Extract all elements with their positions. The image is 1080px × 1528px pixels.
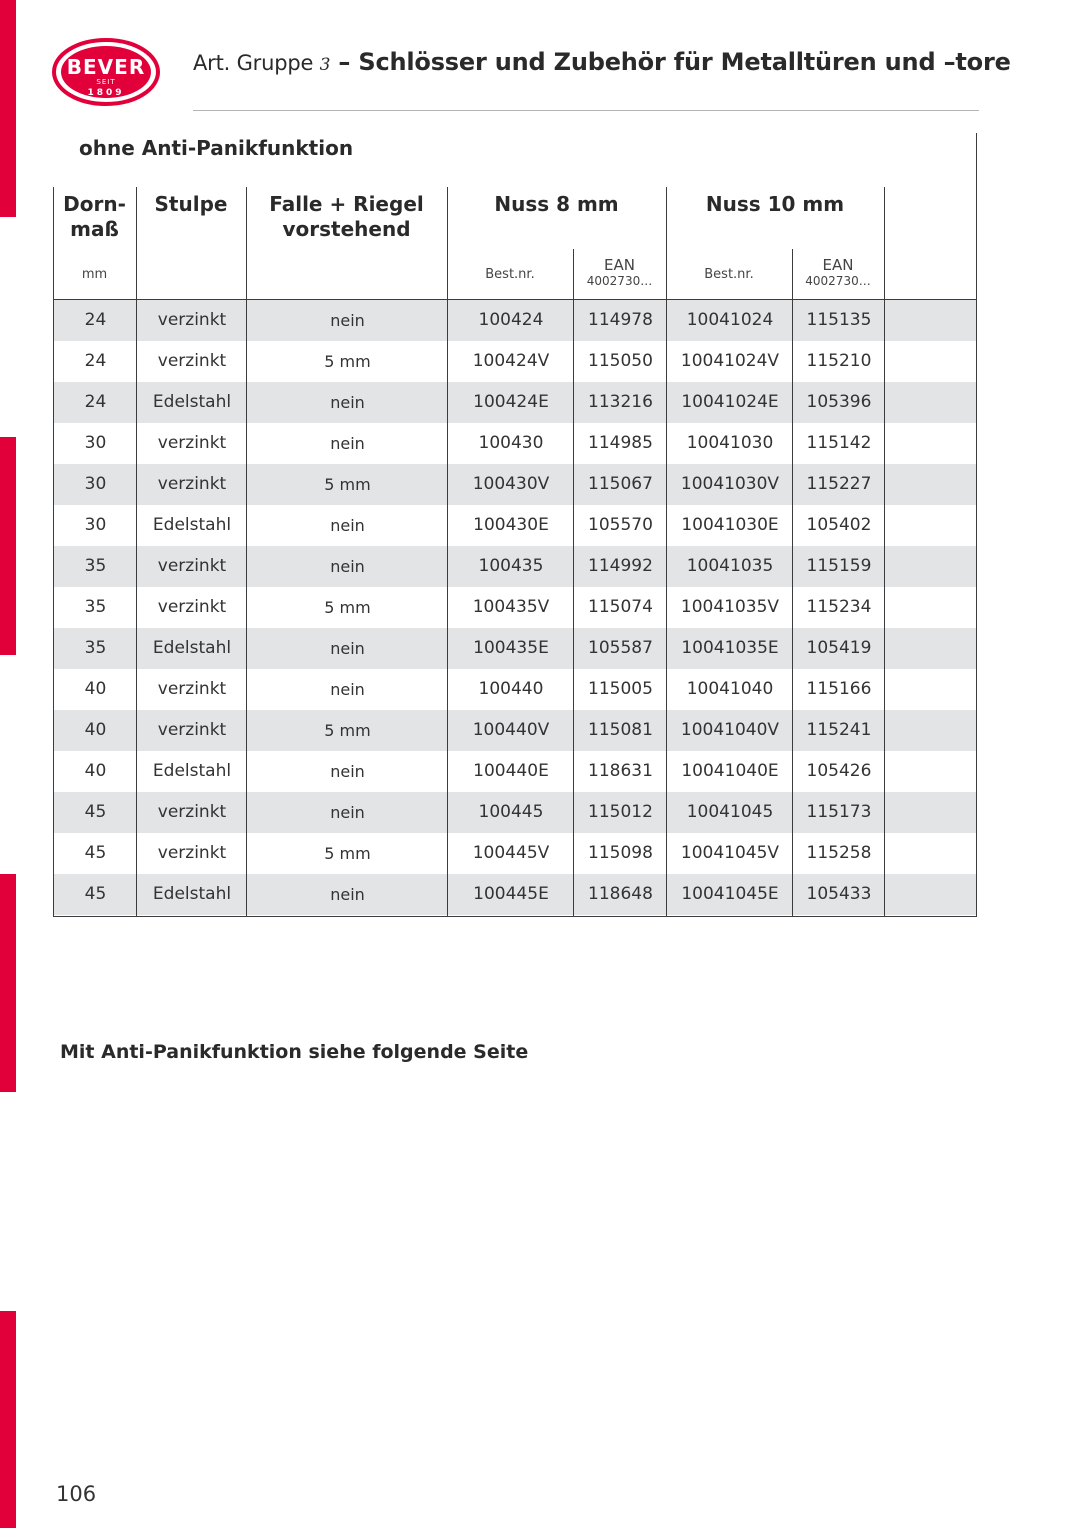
cell-bestnr-8: 100424V [472, 351, 550, 371]
subheader-ean-8-label: EAN [604, 256, 635, 274]
cell-bestnr-8: 100424E [473, 392, 549, 412]
header-dornmass-line1: Dorn- [63, 192, 126, 216]
cell-ean-10: 115241 [806, 720, 872, 740]
subheader-ean-10-prefix: 4002730… [805, 274, 871, 288]
table-row [54, 423, 976, 464]
table-row [54, 505, 976, 546]
cell-stulpe: verzinkt [157, 597, 227, 617]
table-row [54, 587, 976, 628]
page-number: 106 [56, 1482, 97, 1506]
cell-dornmass: 24 [84, 310, 107, 330]
cell-stulpe: verzinkt [157, 433, 227, 453]
cell-falle: nein [330, 680, 365, 699]
cell-falle: nein [330, 803, 365, 822]
cell-bestnr-8: 100430E [473, 515, 549, 535]
col-divider-7 [884, 187, 885, 917]
cell-dornmass: 40 [84, 761, 107, 781]
cell-ean-10: 115227 [806, 474, 872, 494]
subheader-ean-8-prefix: 4002730… [586, 274, 653, 288]
header-falle-riegel [246, 192, 447, 242]
cell-dornmass: 24 [84, 392, 107, 412]
cell-falle: 5 mm [324, 844, 371, 863]
cell-ean-8: 115005 [588, 679, 653, 699]
table-row [54, 382, 976, 423]
cell-dornmass: 40 [84, 720, 107, 740]
cell-falle: nein [330, 762, 365, 781]
cell-bestnr-8: 100435V [472, 597, 550, 617]
cell-falle: 5 mm [324, 352, 371, 371]
cell-stulpe: Edelstahl [152, 638, 232, 658]
subheader-bestnr-10: Best.nr. [704, 267, 754, 282]
cell-falle: 5 mm [324, 475, 371, 494]
cell-bestnr-8: 100440 [478, 679, 544, 699]
cell-ean-10: 115234 [806, 597, 872, 617]
cell-stulpe: verzinkt [157, 720, 227, 740]
col-divider-3 [447, 187, 448, 917]
table-row [54, 628, 976, 669]
bever-logo [52, 38, 160, 106]
cell-stulpe: verzinkt [157, 351, 227, 371]
table-row [54, 874, 976, 915]
header-rule [193, 110, 979, 111]
cell-dornmass: 30 [84, 433, 107, 453]
col-divider-4 [573, 249, 574, 917]
cell-dornmass: 24 [84, 351, 107, 371]
table-row [54, 300, 976, 341]
header-falle-line2: vorstehend [282, 217, 411, 241]
cell-bestnr-10: 10041030E [681, 515, 779, 535]
header-falle-line1: Falle + Riegel [269, 192, 424, 216]
table-bottom-rule [53, 916, 977, 917]
cell-falle: nein [330, 557, 365, 576]
cell-ean-8: 115050 [588, 351, 653, 371]
cell-bestnr-8: 100424 [478, 310, 544, 330]
header-bottom-rule [53, 299, 977, 300]
cell-dornmass: 45 [84, 843, 107, 863]
section-title: ohne Anti-Panikfunktion [79, 136, 354, 160]
table-row [54, 833, 976, 874]
cell-stulpe: verzinkt [157, 802, 227, 822]
cell-bestnr-10: 10041035V [680, 597, 780, 617]
cell-dornmass: 35 [84, 597, 107, 617]
cell-bestnr-10: 10041035E [681, 638, 779, 658]
header-dornmass-line2: maß [70, 217, 119, 241]
table-row [54, 792, 976, 833]
table-row [54, 546, 976, 587]
cell-ean-8: 114985 [588, 433, 653, 453]
cell-falle: 5 mm [324, 721, 371, 740]
cell-ean-10: 105402 [806, 515, 872, 535]
cell-dornmass: 30 [84, 515, 107, 535]
cell-ean-8: 105570 [588, 515, 653, 535]
cell-bestnr-10: 10041030V [680, 474, 780, 494]
cell-bestnr-8: 100435E [473, 638, 549, 658]
title-main: – Schlösser und Zubehör für Metalltüren und –tore [330, 48, 1011, 76]
cell-dornmass: 40 [84, 679, 107, 699]
cell-bestnr-10: 10041045V [680, 843, 780, 863]
cell-stulpe: verzinkt [157, 679, 227, 699]
side-tab-2 [0, 437, 16, 655]
logo-tagline: SEIT [96, 78, 116, 86]
product-table [53, 133, 977, 917]
cell-ean-8: 114992 [588, 556, 653, 576]
cell-bestnr-8: 100430 [478, 433, 544, 453]
header-dornmass [53, 192, 136, 242]
header-stulpe: Stulpe [154, 192, 228, 216]
col-divider-2 [246, 187, 247, 917]
cell-ean-8: 114978 [588, 310, 653, 330]
cell-dornmass: 30 [84, 474, 107, 494]
cell-ean-8: 115012 [588, 802, 653, 822]
header-nuss-10: Nuss 10 mm [705, 192, 845, 216]
cell-ean-10: 105396 [806, 392, 872, 412]
cell-ean-10: 115258 [806, 843, 872, 863]
cell-bestnr-10: 10041040 [686, 679, 774, 699]
cell-falle: nein [330, 393, 365, 412]
cell-bestnr-10: 10041045E [681, 884, 779, 904]
cell-bestnr-10: 10041035 [686, 556, 774, 576]
cell-falle: nein [330, 639, 365, 658]
side-tab-3 [0, 874, 16, 1092]
subheader-ean-10-label: EAN [822, 256, 854, 274]
cell-ean-10: 105426 [806, 761, 872, 781]
footnote: Mit Anti-Panikfunktion siehe folgende Seite [60, 1041, 529, 1063]
cell-ean-10: 105419 [806, 638, 872, 658]
cell-dornmass: 45 [84, 884, 107, 904]
title-group-number: 3 [319, 55, 331, 75]
cell-falle: 5 mm [324, 598, 371, 617]
header-nuss-8: Nuss 8 mm [494, 192, 619, 216]
table-row [54, 464, 976, 505]
table-row [54, 341, 976, 382]
col-divider-5 [666, 187, 667, 917]
cell-ean-8: 113216 [588, 392, 653, 412]
cell-bestnr-10: 10041024E [681, 392, 779, 412]
cell-ean-10: 115135 [806, 310, 872, 330]
cell-bestnr-10: 10041040E [681, 761, 779, 781]
table-border-left [53, 187, 54, 917]
title-prefix: Art. Gruppe [193, 51, 320, 75]
side-tab-1 [0, 0, 16, 217]
cell-bestnr-10: 10041024 [686, 310, 774, 330]
page-title [193, 48, 1011, 76]
subheader-ean-8 [573, 257, 666, 288]
cell-bestnr-10: 10041024V [680, 351, 780, 371]
cell-ean-8: 115067 [588, 474, 653, 494]
cell-bestnr-10: 10041045 [686, 802, 774, 822]
cell-falle: nein [330, 311, 365, 330]
cell-ean-8: 115074 [588, 597, 653, 617]
cell-ean-8: 118648 [588, 884, 653, 904]
cell-ean-8: 105587 [588, 638, 653, 658]
cell-dornmass: 35 [84, 556, 107, 576]
cell-stulpe: verzinkt [157, 474, 227, 494]
subheader-bestnr-8: Best.nr. [485, 267, 535, 282]
cell-bestnr-8: 100440E [473, 761, 549, 781]
cell-falle: nein [330, 434, 365, 453]
cell-ean-10: 115166 [806, 679, 872, 699]
table-row [54, 669, 976, 710]
cell-bestnr-10: 10041040V [680, 720, 780, 740]
cell-falle: nein [330, 885, 365, 904]
cell-ean-10: 105433 [806, 884, 872, 904]
cell-bestnr-8: 100445E [473, 884, 549, 904]
cell-ean-10: 115210 [806, 351, 872, 371]
cell-ean-8: 115081 [588, 720, 653, 740]
cell-ean-10: 115159 [806, 556, 872, 576]
cell-ean-10: 115142 [806, 433, 872, 453]
logo-brand: BEVER [66, 55, 146, 79]
cell-ean-10: 115173 [806, 802, 872, 822]
cell-bestnr-8: 100445V [472, 843, 550, 863]
logo-year: 1809 [87, 88, 125, 98]
cell-bestnr-10: 10041030 [686, 433, 774, 453]
cell-falle: nein [330, 516, 365, 535]
cell-stulpe: Edelstahl [152, 761, 232, 781]
cell-bestnr-8: 100440V [472, 720, 550, 740]
cell-stulpe: Edelstahl [152, 392, 232, 412]
subheader-unit: mm [81, 267, 108, 282]
subheader-ean-10 [792, 257, 884, 288]
cell-stulpe: verzinkt [157, 556, 227, 576]
cell-stulpe: verzinkt [157, 843, 227, 863]
side-tab-4 [0, 1311, 16, 1528]
cell-stulpe: verzinkt [157, 310, 227, 330]
table-row [54, 751, 976, 792]
cell-ean-8: 115098 [588, 843, 653, 863]
col-divider-6 [792, 249, 793, 917]
cell-stulpe: Edelstahl [152, 884, 232, 904]
cell-bestnr-8: 100435 [478, 556, 544, 576]
table-row [54, 710, 976, 751]
cell-stulpe: Edelstahl [152, 515, 232, 535]
cell-dornmass: 45 [84, 802, 107, 822]
table-border-right [976, 133, 977, 917]
cell-bestnr-8: 100445 [478, 802, 544, 822]
cell-ean-8: 118631 [588, 761, 653, 781]
cell-dornmass: 35 [84, 638, 107, 658]
cell-bestnr-8: 100430V [472, 474, 550, 494]
col-divider-1 [136, 187, 137, 917]
